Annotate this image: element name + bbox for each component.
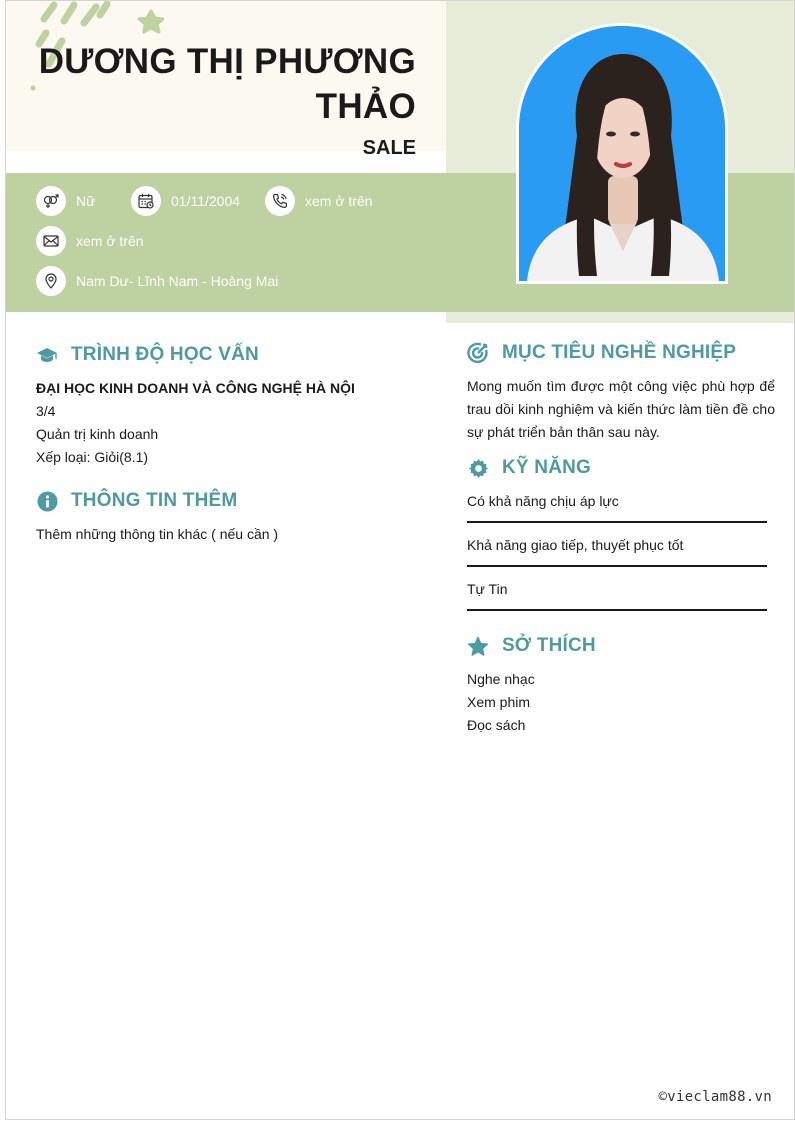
name-line-2: THẢO: [315, 87, 416, 126]
hobby-item: Đọc sách: [467, 717, 526, 733]
skill-item: Tự Tin: [467, 581, 508, 597]
star-icon: [467, 635, 489, 657]
contact-phone: [265, 186, 373, 216]
target-icon: [467, 342, 489, 364]
additional-title: THÔNG TIN THÊM: [71, 490, 238, 511]
skill-bar: [467, 521, 767, 523]
phone-value: xem ở trên: [305, 193, 373, 209]
name-line-1: DƯƠNG THỊ PHƯƠNG: [38, 42, 416, 81]
profile-photo: [516, 23, 728, 284]
additional-section-title: [36, 490, 237, 512]
objective-title: MỤC TIÊU NGHỀ NGHIỆP: [502, 342, 737, 363]
calendar-icon: [131, 186, 161, 216]
job-title: SALE: [362, 137, 416, 159]
hobby-item: Xem phim: [467, 694, 531, 710]
contact-birthday: [131, 186, 240, 216]
gender-icon: [36, 186, 66, 216]
education-year: 3/4: [36, 403, 56, 419]
skill-bar: [467, 565, 767, 567]
cv-page: [5, 0, 795, 1120]
gender-value: Nữ: [76, 193, 96, 209]
skill-item: Có khả năng chịu áp lực: [467, 493, 619, 509]
contact-address: [36, 266, 278, 296]
info-icon: [36, 490, 58, 512]
hobbies-title: SỞ THÍCH: [502, 635, 596, 656]
skills-title: KỸ NĂNG: [502, 457, 592, 478]
birthday-value: 01/11/2004: [171, 193, 241, 209]
education-grade: Xếp loại: Giỏi(8.1): [36, 449, 149, 465]
address-value: Nam Dư- Lĩnh Nam - Hoàng Mai: [76, 273, 279, 289]
objective-text: Mong muốn tìm được một công việc phù hợp để trau dồi kinh nghiệm và kiến thức làm tiền đề cho sự phát triển bản thân sau này.: [467, 378, 775, 440]
skills-section-title: [467, 457, 591, 479]
education-major: Quản trị kinh doanh: [36, 426, 159, 442]
contact-email: [36, 226, 144, 256]
location-pin-icon: [36, 266, 66, 296]
education-section-title: [36, 344, 259, 366]
contact-gender: [36, 186, 95, 216]
skill-item: Khả năng giao tiếp, thuyết phục tốt: [467, 537, 684, 553]
envelope-icon: [36, 226, 66, 256]
additional-text: Thêm những thông tin khác ( nếu cần ): [36, 526, 279, 542]
gear-icon: [467, 457, 489, 479]
phone-icon: [265, 186, 295, 216]
hobbies-section-title: [467, 635, 596, 657]
candidate-name: [16, 39, 416, 129]
graduation-cap-icon: [36, 344, 58, 366]
email-value: xem ở trên: [76, 233, 144, 249]
hobby-item: Nghe nhạc: [467, 671, 535, 687]
skill-bar: [467, 609, 767, 611]
objective-section-title: [467, 342, 736, 364]
watermark: ©vieclam88.vn: [658, 1089, 772, 1105]
portrait-image: [519, 26, 725, 281]
school-name: ĐẠI HỌC KINH DOANH VÀ CÔNG NGHỆ HÀ NỘI: [36, 380, 355, 396]
education-title: TRÌNH ĐỘ HỌC VẤN: [71, 344, 259, 365]
